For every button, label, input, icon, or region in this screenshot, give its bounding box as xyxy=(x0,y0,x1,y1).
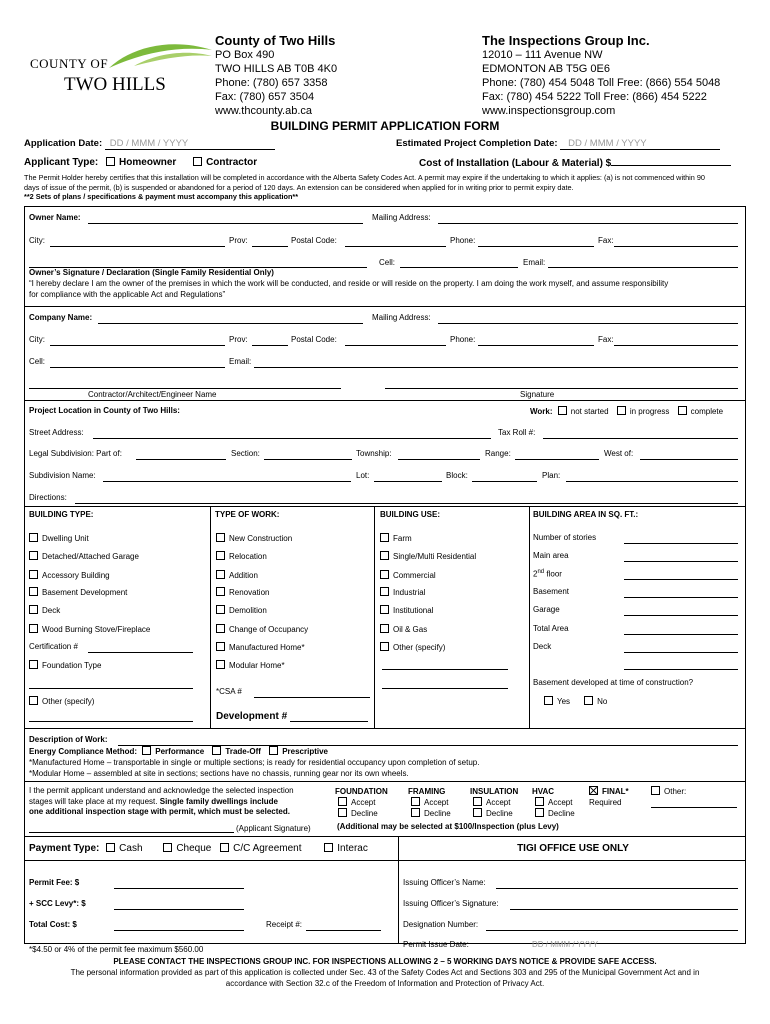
inspect-text-1: I the permit applicant understand and acknowledge the selected inspection xyxy=(29,786,294,795)
hills-logo-icon xyxy=(104,40,214,70)
basement-yes-label: Yes xyxy=(557,697,571,706)
signature-caption: Signature xyxy=(520,390,555,399)
certification-text-1: The Permit Holder hereby certifies that this installation will be completed in accordance with the Alberta Safety Codes Act. A permit may expire if the undertaking to which it applies: (a) is not commenced within 90 xyxy=(24,173,705,182)
plan-label: Plan: xyxy=(542,471,561,480)
owner-email-label: Email: xyxy=(523,258,546,267)
application-date-field[interactable]: DD / MMM / YYYY xyxy=(105,138,275,150)
building-use-header: BUILDING USE: xyxy=(380,510,440,519)
not-started-label: not started xyxy=(570,407,609,416)
insulation-decline-checkbox[interactable] xyxy=(473,808,482,817)
company-email-label: Email: xyxy=(229,357,252,366)
building-type-item: Basement Development xyxy=(29,587,127,597)
county-phone: Phone: (780) 657 3358 xyxy=(215,77,328,89)
manufactured-home-checkbox[interactable] xyxy=(216,642,225,651)
final-checkbox[interactable] xyxy=(589,786,598,795)
inspections-phone: Phone: (780) 454 5048 Toll Free: (866) 554 5048 xyxy=(482,77,721,89)
owner-prov-label: Prov: xyxy=(229,236,248,245)
contractor-signature-field[interactable] xyxy=(385,388,738,389)
applicant-signature-field[interactable] xyxy=(29,832,234,833)
prescriptive-label: Prescriptive xyxy=(282,747,329,756)
foundation-decline-checkbox[interactable] xyxy=(338,808,347,817)
range-field[interactable] xyxy=(515,459,599,460)
form-title: BUILDING PERMIT APPLICATION FORM xyxy=(270,119,500,133)
receipt-field[interactable] xyxy=(306,930,381,931)
tax-roll-field[interactable] xyxy=(543,438,738,439)
tax-roll-label: Tax Roll #: xyxy=(498,428,536,437)
change-occupancy-checkbox[interactable] xyxy=(216,624,225,633)
required-label: Required xyxy=(589,798,622,807)
cash-label: Cash xyxy=(119,843,143,854)
stories-label: Number of stories xyxy=(533,533,597,542)
work-type-item: Addition xyxy=(216,570,258,580)
demolition-checkbox[interactable] xyxy=(216,605,225,614)
township-label: Township: xyxy=(356,449,392,458)
other-type-field[interactable] xyxy=(29,721,193,722)
type-of-work-header: TYPE OF WORK: xyxy=(215,510,280,519)
company-phone-label: Phone: xyxy=(450,335,476,344)
work-type-item: New Construction xyxy=(216,533,292,543)
owner-cell-label: Cell: xyxy=(379,258,396,267)
logo-line1: COUNTY OF xyxy=(30,56,109,71)
company-mailing-field[interactable] xyxy=(438,323,738,324)
plans-note: **2 Sets of plans / specifications & payment must accompany this application** xyxy=(24,192,299,201)
other-type-checkbox[interactable] xyxy=(29,696,38,705)
owner-mailing-label: Mailing Address: xyxy=(372,213,431,222)
owner-phone-label: Phone: xyxy=(450,236,476,245)
other-inspection-label: Other: xyxy=(664,787,687,796)
farm-checkbox[interactable] xyxy=(380,533,389,542)
commercial-checkbox[interactable] xyxy=(380,570,389,579)
foundation-type-checkbox[interactable] xyxy=(29,660,38,669)
foundation-header: FOUNDATION xyxy=(335,787,388,796)
county-contact xyxy=(215,34,337,118)
legal-label: Legal Subdivision: Part of: xyxy=(29,449,122,458)
other-inspection-field[interactable] xyxy=(651,807,737,808)
cc-agreement-label: C/C Agreement xyxy=(233,843,302,854)
modular-home-checkbox[interactable] xyxy=(216,660,225,669)
scc-levy-label: + SCC Levy*: $ xyxy=(29,899,86,908)
office-use-title: TIGI OFFICE USE ONLY xyxy=(517,843,629,854)
csa-label: *CSA # xyxy=(216,687,242,696)
certification-text-2: days of issue of the permit, (b) is suspended or abandoned for a period of 120 days. An extension can be considered when applied for in writing prior to permit expiry date. xyxy=(24,182,574,192)
location-title: Project Location in County of Two Hills: xyxy=(29,406,180,415)
basement-no-checkbox[interactable] xyxy=(584,696,593,705)
framing-decline-checkbox[interactable] xyxy=(411,808,420,817)
relocation-checkbox[interactable] xyxy=(216,551,225,560)
dwelling-unit-checkbox[interactable] xyxy=(29,533,38,542)
main-area-field[interactable] xyxy=(624,561,738,562)
residential-checkbox[interactable] xyxy=(380,551,389,560)
contractor-checkbox[interactable] xyxy=(193,157,202,166)
work-type-item: Modular Home* xyxy=(216,660,285,670)
contractor-label: Contractor xyxy=(206,157,258,168)
performance-checkbox[interactable] xyxy=(142,746,151,755)
work-type-item: Change of Occupancy xyxy=(216,624,308,634)
block-field[interactable] xyxy=(472,481,537,482)
in-progress-label: in progress xyxy=(629,407,670,416)
additional-inspection-note: (Additional may be selected at $100/Inspection (plus Levy) xyxy=(337,822,559,831)
wood-stove-checkbox[interactable] xyxy=(29,624,38,633)
subdivision-field[interactable] xyxy=(103,481,351,482)
company-prov-label: Prov: xyxy=(229,335,248,344)
company-prov-field[interactable] xyxy=(252,345,288,346)
homeowner-checkbox[interactable] xyxy=(106,157,115,166)
building-use-item: Institutional xyxy=(380,605,433,615)
footer-privacy-1: The personal information provided as part of this application is collected under Sec. 43 of the Safety Codes Act and Sections 303 and 295 of the Municipal Government Act and in xyxy=(70,968,700,977)
second-floor-field[interactable] xyxy=(624,579,738,580)
not-started-checkbox[interactable] xyxy=(558,406,567,415)
garage-area-field[interactable] xyxy=(624,615,738,616)
energy-label: Energy Compliance Method: xyxy=(29,747,138,756)
owner-name-label: Owner Name: xyxy=(29,213,81,222)
accept-label: Accept xyxy=(351,798,376,807)
foundation-accept-checkbox[interactable] xyxy=(338,797,347,806)
building-type-item: Wood Burning Stove/Fireplace xyxy=(29,624,150,634)
other-type-label: Other (specify) xyxy=(42,697,95,706)
owner-cell-field[interactable] xyxy=(400,267,518,268)
tradeoff-checkbox[interactable] xyxy=(212,746,221,755)
inspections-addr2: EDMONTON AB T5G 0E6 xyxy=(482,63,610,75)
other-use-field-2[interactable] xyxy=(382,688,508,689)
accept-label: Accept xyxy=(486,798,511,807)
directions-label: Directions: xyxy=(29,493,67,502)
applicant-signature-caption: (Applicant Signature) xyxy=(236,824,311,833)
lot-label: Lot: xyxy=(356,471,370,480)
total-area-label: Total Area xyxy=(533,624,569,633)
company-postal-field[interactable] xyxy=(345,345,446,346)
company-city-field[interactable] xyxy=(50,345,225,346)
officer-signature-field[interactable] xyxy=(510,909,738,910)
total-cost-label: Total Cost: $ xyxy=(29,920,77,929)
completion-date-label: Estimated Project Completion Date: xyxy=(396,138,558,149)
deck-checkbox[interactable] xyxy=(29,605,38,614)
interac-checkbox[interactable] xyxy=(324,843,333,852)
inspect-text-2a: stages will take place at my request. xyxy=(29,796,160,806)
company-phone-field[interactable] xyxy=(478,345,594,346)
company-cell-label: Cell: xyxy=(29,357,46,366)
inspections-name: The Inspections Group Inc. xyxy=(482,33,650,48)
owner-city-field[interactable] xyxy=(50,246,225,247)
designation-field[interactable] xyxy=(486,930,738,931)
prescriptive-checkbox[interactable] xyxy=(269,746,278,755)
deck-area-label: Deck xyxy=(533,642,552,651)
footer-notice: PLEASE CONTACT THE INSPECTIONS GROUP INC. FOR INSPECTIONS ALLOWING 2 – 5 WORKING DAYS NOTICE & PROVIDE SAFE ACCESS. xyxy=(113,957,657,966)
county-name: County of Two Hills xyxy=(215,33,336,48)
issue-date-field[interactable]: DD / MMM / YYYY xyxy=(532,940,599,949)
decline-label: Decline xyxy=(424,809,451,818)
modular-note: *Modular Home – assembled at site in sections; sections have no chassis, running gear nor its own wheels. xyxy=(29,769,409,778)
county-city: TWO HILLS AB T0B 4K0 xyxy=(215,63,338,75)
addition-checkbox[interactable] xyxy=(216,570,225,579)
building-use-item: Farm xyxy=(380,533,412,543)
company-cell-field[interactable] xyxy=(50,367,225,368)
declaration-text-2: for compliance with the applicable Act and Regulations” xyxy=(29,289,226,299)
basement-no-label: No xyxy=(597,697,608,706)
county-logo xyxy=(24,40,214,100)
scc-levy-field[interactable] xyxy=(114,909,244,910)
foundation-type-label: Foundation Type xyxy=(42,661,102,670)
payment-type-label: Payment Type: xyxy=(29,843,100,854)
hvac-decline-checkbox[interactable] xyxy=(535,808,544,817)
work-type-item: Demolition xyxy=(216,605,267,615)
area-divider xyxy=(624,669,738,670)
street-label: Street Address: xyxy=(29,428,84,437)
building-use-item: Other (specify) xyxy=(380,642,445,652)
certification-field[interactable] xyxy=(88,652,193,653)
homeowner-label: Homeowner xyxy=(119,157,177,168)
owner-fax-label: Fax: xyxy=(598,236,614,245)
accept-label: Accept xyxy=(548,798,573,807)
part-of-field[interactable] xyxy=(136,459,226,460)
inspections-addr1: 12010 – 111 Avenue NW xyxy=(482,49,603,61)
company-name-label: Company Name: xyxy=(29,313,93,322)
inspect-text-3: one additional inspection stage with permit, which must be selected. xyxy=(29,807,290,816)
work-type-item: Relocation xyxy=(216,551,267,561)
west-of-field[interactable] xyxy=(640,459,738,460)
county-web: www.thcounty.ab.ca xyxy=(215,105,313,117)
certification-label: Certification # xyxy=(29,642,78,651)
owner-city-label: City: xyxy=(29,236,45,245)
levy-note: *$4.50 or 4% of the permit fee maximum $560.00 xyxy=(29,945,204,954)
accessory-building-checkbox[interactable] xyxy=(29,570,38,579)
manufactured-note: *Manufactured Home – transportable in single or multiple sections; is ready for residential occupancy upon completion of setup. xyxy=(29,758,480,767)
cost-label: Cost of Installation (Labour & Material) $ xyxy=(419,158,612,169)
inspections-web: www.inspectionsgroup.com xyxy=(482,105,616,117)
in-progress-checkbox[interactable] xyxy=(617,406,626,415)
institutional-checkbox[interactable] xyxy=(380,605,389,614)
owner-prov-field[interactable] xyxy=(252,246,288,247)
officer-name-label: Issuing Officer’s Name: xyxy=(403,878,486,887)
street-field[interactable] xyxy=(93,438,491,439)
company-name-field[interactable] xyxy=(98,323,363,324)
owner-postal-field[interactable] xyxy=(345,246,446,247)
other-inspection-checkbox[interactable] xyxy=(651,786,660,795)
applicant-type-label: Applicant Type: xyxy=(24,157,99,168)
work-type-item: Renovation xyxy=(216,587,269,597)
application-date-label: Application Date: xyxy=(24,138,103,149)
receipt-label: Receipt #: xyxy=(266,920,303,929)
basement-yes-checkbox[interactable] xyxy=(544,696,553,705)
range-label: Range: xyxy=(485,449,511,458)
cost-field[interactable] xyxy=(611,157,731,166)
township-field[interactable] xyxy=(398,459,480,460)
west-of-label: West of: xyxy=(604,449,634,458)
decline-label: Decline xyxy=(548,809,575,818)
decline-label: Decline xyxy=(351,809,378,818)
csa-field[interactable] xyxy=(254,697,370,698)
company-fax-label: Fax: xyxy=(598,335,614,344)
building-area-header: BUILDING AREA IN SQ. FT.: xyxy=(533,510,639,519)
total-cost-field[interactable] xyxy=(114,930,244,931)
oil-gas-checkbox[interactable] xyxy=(380,624,389,633)
owner-postal-label: Postal Code: xyxy=(291,236,337,245)
development-label: Development # xyxy=(216,711,288,722)
framing-accept-checkbox[interactable] xyxy=(411,797,420,806)
second-floor-label: 2nd floor xyxy=(533,569,562,579)
tradeoff-label: Trade-Off xyxy=(225,747,261,756)
completion-date-field[interactable]: DD / MMM / YYYY xyxy=(560,138,720,150)
industrial-checkbox[interactable] xyxy=(380,587,389,596)
other-use-field-1[interactable] xyxy=(382,669,508,670)
designation-label: Designation Number: xyxy=(403,920,479,929)
company-mailing-label: Mailing Address: xyxy=(372,313,431,322)
officer-signature-label: Issuing Officer’s Signature: xyxy=(403,899,499,908)
contractor-name-caption: Contractor/Architect/Engineer Name xyxy=(88,390,217,399)
accept-label: Accept xyxy=(424,798,449,807)
building-type-item: Accessory Building xyxy=(29,570,110,580)
officer-name-field[interactable] xyxy=(496,888,738,889)
development-field[interactable] xyxy=(290,721,368,722)
section-field[interactable] xyxy=(264,459,352,460)
section-label: Section: xyxy=(231,449,260,458)
company-city-label: City: xyxy=(29,335,45,344)
framing-header: FRAMING xyxy=(408,787,446,796)
building-use-item: Commercial xyxy=(380,570,436,580)
owner-phone-field[interactable] xyxy=(478,246,594,247)
inspections-contact xyxy=(482,34,720,118)
owner-name-field[interactable] xyxy=(88,223,363,224)
owner-email-field[interactable] xyxy=(548,267,738,268)
basement-area-field[interactable] xyxy=(624,597,738,598)
county-fax: Fax: (780) 657 3504 xyxy=(215,91,315,103)
deck-area-field[interactable] xyxy=(624,652,738,653)
performance-label: Performance xyxy=(155,747,205,756)
insulation-header: INSULATION xyxy=(470,787,519,796)
insulation-accept-checkbox[interactable] xyxy=(473,797,482,806)
permit-fee-label: Permit Fee: $ xyxy=(29,878,80,887)
company-fax-field[interactable] xyxy=(614,345,738,346)
cc-agreement-checkbox[interactable] xyxy=(220,843,229,852)
contractor-name-field[interactable] xyxy=(29,388,341,389)
company-email-field[interactable] xyxy=(254,367,738,368)
total-area-field[interactable] xyxy=(624,634,738,635)
other-use-checkbox[interactable] xyxy=(380,642,389,651)
garage-checkbox[interactable] xyxy=(29,551,38,560)
building-use-item: Single/Multi Residential xyxy=(380,551,476,561)
cheque-label: Cheque xyxy=(176,843,212,854)
foundation-type-field[interactable] xyxy=(29,688,193,689)
hvac-header: HVAC xyxy=(532,787,555,796)
building-type-header: BUILDING TYPE: xyxy=(29,510,94,519)
basement-question: Basement developed at time of construction? xyxy=(533,678,694,687)
directions-field[interactable] xyxy=(75,503,738,504)
subdivision-label: Subdivision Name: xyxy=(29,471,96,480)
decline-label: Decline xyxy=(486,809,513,818)
logo-line2: TWO HILLS xyxy=(64,74,166,95)
final-header: FINAL* xyxy=(602,787,629,796)
declaration-text-1: “I hereby declare I am the owner of the premises in which the work will be conducted, and reside or will reside on the property. I am doing the work myself, and assume responsibility xyxy=(29,279,669,288)
owner-mailing-field[interactable] xyxy=(438,223,738,224)
company-postal-label: Postal Code: xyxy=(291,335,337,344)
new-construction-checkbox[interactable] xyxy=(216,533,225,542)
block-label: Block: xyxy=(446,471,468,480)
complete-label: complete xyxy=(690,407,724,416)
declaration-title: Owner’s Signature / Declaration (Single Family Residential Only) xyxy=(29,268,274,277)
building-type-item: Detached/Attached Garage xyxy=(29,551,139,561)
main-area-label: Main area xyxy=(533,551,569,560)
building-use-item: Oil & Gas xyxy=(380,624,427,634)
lot-field[interactable] xyxy=(374,481,442,482)
building-use-item: Industrial xyxy=(380,587,425,597)
work-label: Work: xyxy=(530,407,553,416)
hvac-accept-checkbox[interactable] xyxy=(535,797,544,806)
garage-area-label: Garage xyxy=(533,605,560,614)
interac-label: Interac xyxy=(337,843,368,854)
basement-development-checkbox[interactable] xyxy=(29,587,38,596)
complete-checkbox[interactable] xyxy=(678,406,687,415)
building-type-item: Deck xyxy=(29,605,60,615)
footer-privacy-2: accordance with Section 32.c of the Freedom of Information and Protection of Privacy Act. xyxy=(225,979,545,988)
renovation-checkbox[interactable] xyxy=(216,587,225,596)
issue-date-label: Permit Issue Date: xyxy=(403,940,469,949)
owner-fax-field[interactable] xyxy=(614,246,738,247)
county-box: PO Box 490 xyxy=(215,49,275,61)
inspections-fax: Fax: (780) 454 5222 Toll Free: (866) 454 5222 xyxy=(482,91,707,103)
plan-field[interactable] xyxy=(566,481,738,482)
work-type-item: Manufactured Home* xyxy=(216,642,305,652)
permit-fee-field[interactable] xyxy=(114,888,244,889)
cheque-checkbox[interactable] xyxy=(163,843,172,852)
stories-field[interactable] xyxy=(624,543,738,544)
building-type-item: Dwelling Unit xyxy=(29,533,89,543)
cash-checkbox[interactable] xyxy=(106,843,115,852)
description-label: Description of Work: xyxy=(29,735,108,744)
basement-area-label: Basement xyxy=(533,587,570,596)
inspect-text-2b: Single family dwellings include xyxy=(159,796,278,806)
